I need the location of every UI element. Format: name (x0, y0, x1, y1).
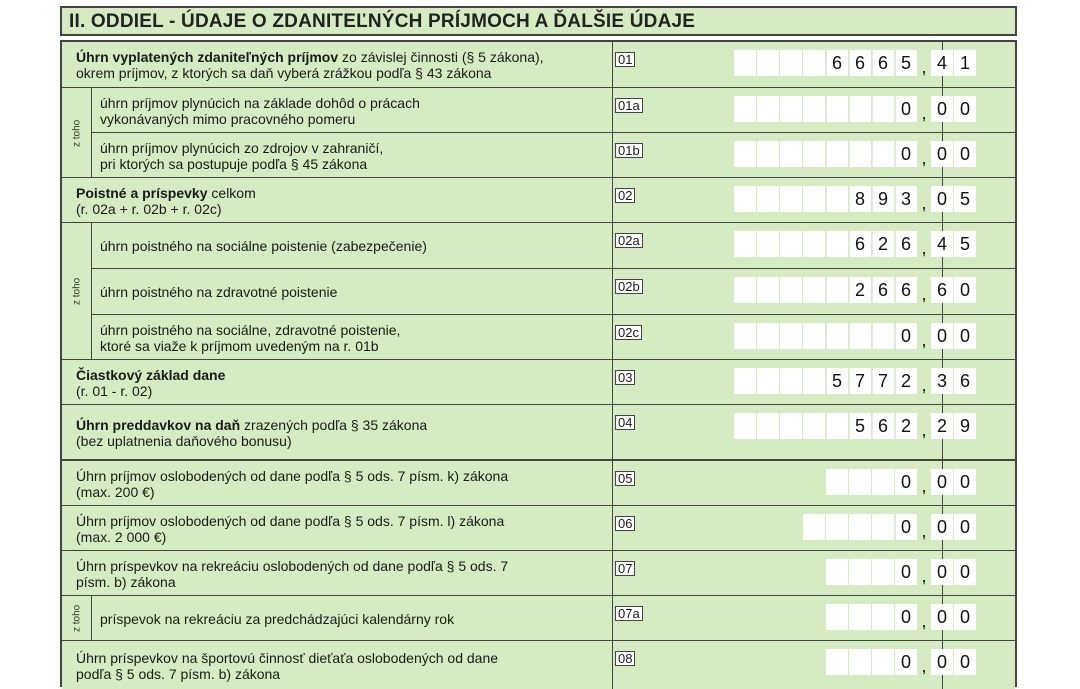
amount-digit-box[interactable] (826, 469, 848, 495)
column-divider (612, 178, 613, 222)
amount-decimal-digit: 9 (959, 416, 970, 436)
row-01 (62, 42, 1015, 87)
decimal-comma: , (921, 375, 927, 395)
decimal-comma: , (921, 238, 927, 258)
z-toho-text: z toho (71, 119, 83, 147)
decimal-comma: , (921, 656, 927, 676)
amount-digit-box[interactable] (757, 231, 779, 257)
row-text-line2: podľa § 5 ods. 7 písm. b) zákona (76, 666, 281, 682)
column-divider (612, 42, 613, 87)
row-03 (62, 359, 1015, 404)
row-description (76, 558, 508, 590)
row-text: úhrn poistného na sociálne poistenie (zabezpečenie) (100, 238, 427, 254)
amount-digit-box[interactable] (803, 186, 825, 212)
amount-integer-digit: 7 (854, 371, 865, 391)
row-text: Úhrn príspevkov na športovú činnosť dieťaťa oslobodených od dane (76, 650, 499, 666)
amount-integer-digit: 7 (877, 371, 888, 391)
amount-decimal-digit: 0 (936, 326, 947, 346)
amount-digit-box[interactable] (803, 323, 825, 349)
column-divider (612, 405, 613, 459)
row-code: 01 (615, 52, 635, 67)
amount-digit-box[interactable] (826, 323, 848, 349)
amount-decimal-digit: 4 (936, 53, 947, 73)
row-text: úhrn príjmov plynúcich na základe dohôd o prácach (100, 95, 420, 111)
row-text-line2: (r. 02a + r. 02b + r. 02c) (76, 201, 222, 217)
amount-integer-digit: 3 (900, 189, 911, 209)
row-description (76, 468, 508, 500)
income-table (60, 40, 1017, 687)
amount-decimal-digit: 0 (936, 472, 947, 492)
row-text: úhrn poistného na zdravotné poistenie (100, 284, 338, 300)
amount-digit-box[interactable] (826, 649, 848, 675)
amount-decimal-digit: 5 (959, 234, 970, 254)
amount-digit-box[interactable] (872, 469, 894, 495)
column-divider (612, 269, 613, 314)
amount-digit-box[interactable] (872, 514, 894, 540)
amount-integer-digit: 6 (900, 280, 911, 300)
row-description (100, 284, 337, 300)
row-text: úhrn poistného na sociálne, zdravotné poistenie, (100, 322, 401, 338)
column-divider (612, 551, 613, 595)
amount-digit-box[interactable] (757, 50, 779, 76)
decimal-comma: , (921, 193, 927, 213)
amount-digit-box[interactable] (826, 604, 848, 630)
row-text-line2: vykonávaných mimo pracovného pomeru (100, 111, 356, 127)
amount-integer-digit: 0 (900, 517, 911, 537)
amount-digit-box[interactable] (803, 231, 825, 257)
row-text: úhrn príjmov plynúcich zo zdrojov v zahraničí, (100, 140, 384, 156)
amount-integer-digit: 5 (900, 53, 911, 73)
amount-integer-digit: 2 (900, 416, 911, 436)
amount-digit-box[interactable] (734, 50, 756, 76)
amount-digit-box[interactable] (826, 413, 848, 439)
amount-decimal-digit: 0 (936, 144, 947, 164)
row-description (76, 185, 256, 217)
amount-decimal-digit: 0 (936, 99, 947, 119)
row-text-line2: ktoré sa viaže k príjmom uvedeným na r. 01b (100, 338, 379, 354)
z-toho-text: z toho (71, 604, 83, 633)
amount-decimal-digit: 0 (936, 517, 947, 537)
amount-digit-box[interactable] (734, 277, 756, 303)
amount-decimal-digit: 0 (959, 280, 970, 300)
section-header (60, 6, 1017, 36)
row-07 (62, 550, 1015, 595)
amount-digit-box[interactable] (872, 323, 894, 349)
row-code: 06 (615, 516, 635, 531)
row-text: Úhrn príjmov oslobodených od dane podľa § 5 ods. 7 písm. l) zákona (76, 513, 505, 529)
row-01a (62, 87, 1015, 132)
z-toho-group-label (62, 88, 92, 177)
decimal-comma: , (921, 611, 927, 631)
row-description (100, 238, 427, 254)
amount-decimal-digit: 0 (959, 517, 970, 537)
row-code: 07 (615, 561, 635, 576)
amount-integer-digit: 8 (854, 189, 865, 209)
decimal-comma: , (921, 148, 927, 168)
z-toho-text: z toho (71, 277, 83, 306)
amount-digit-box[interactable] (826, 514, 848, 540)
amount-integer-digit: 2 (854, 280, 865, 300)
amount-digit-box[interactable] (849, 141, 871, 167)
column-divider (612, 596, 613, 640)
row-description (100, 611, 454, 627)
row-text-line2: písm. b) zákona (76, 574, 176, 590)
decimal-comma: , (921, 103, 927, 123)
amount-decimal-digit: 0 (936, 652, 947, 672)
column-divider (612, 133, 613, 177)
amount-decimal-digit: 0 (959, 652, 970, 672)
row-code: 02 (615, 188, 635, 203)
row-code: 08 (615, 651, 635, 666)
decimal-comma: , (921, 420, 927, 440)
row-text-line2: (r. 01 - r. 02) (76, 383, 153, 399)
row-text: Úhrn príspevkov na rekreáciu oslobodených od dane podľa § 5 ods. 7 (76, 558, 509, 574)
column-divider (612, 223, 613, 268)
section-title: II. ODDIEL - ÚDAJE O ZDANITEĽNÝCH PRÍJMOCH A ĎALŠIE ÚDAJE (69, 11, 696, 32)
amount-digit-box[interactable] (849, 96, 871, 122)
amount-decimal-digit: 4 (936, 234, 947, 254)
amount-digit-box[interactable] (780, 368, 802, 394)
amount-integer-digit: 0 (900, 144, 911, 164)
column-divider (612, 506, 613, 550)
z-toho-group-label (62, 223, 92, 359)
amount-decimal-digit: 0 (959, 99, 970, 119)
amount-decimal-digit: 6 (959, 371, 970, 391)
amount-decimal-digit: 6 (936, 280, 947, 300)
amount-digit-box[interactable] (803, 413, 825, 439)
amount-decimal-digit: 0 (959, 562, 970, 582)
amount-decimal-digit: 0 (936, 562, 947, 582)
amount-digit-box[interactable] (826, 96, 848, 122)
amount-decimal-digit: 0 (959, 607, 970, 627)
amount-decimal-digit: 0 (936, 607, 947, 627)
amount-digit-box[interactable] (826, 277, 848, 303)
amount-digit-box[interactable] (780, 323, 802, 349)
row-code: 07a (615, 606, 643, 621)
row-title: Úhrn preddavkov na daň (76, 417, 241, 433)
amount-digit-box[interactable] (757, 277, 779, 303)
row-description (76, 513, 504, 545)
row-description (76, 49, 544, 81)
row-text: príspevok na rekreáciu za predchádzajúci kalendárny rok (100, 611, 455, 627)
row-code: 05 (615, 471, 635, 486)
row-text: zrazených podľa § 35 zákona (240, 417, 428, 433)
amount-integer-digit: 0 (900, 99, 911, 119)
amount-digit-box[interactable] (872, 604, 894, 630)
amount-integer-digit: 6 (831, 53, 842, 73)
amount-digit-box[interactable] (757, 323, 779, 349)
row-text-line2: pri ktorých sa postupuje podľa § 45 zákona (100, 156, 368, 172)
amount-digit-box[interactable] (803, 277, 825, 303)
row-02c (62, 314, 1015, 359)
amount-digit-box[interactable] (757, 96, 779, 122)
amount-digit-box[interactable] (757, 413, 779, 439)
amount-digit-box[interactable] (826, 186, 848, 212)
row-title: Poistné a príspevky (76, 185, 208, 201)
row-02b (62, 268, 1015, 314)
tax-form-section-2 (60, 0, 1021, 687)
amount-digit-box[interactable] (780, 50, 802, 76)
amount-digit-box[interactable] (803, 514, 825, 540)
amount-digit-box[interactable] (849, 469, 871, 495)
amount-digit-box[interactable] (757, 186, 779, 212)
decimal-comma: , (921, 521, 927, 541)
row-title: Čiastkový základ dane (76, 367, 226, 383)
amount-digit-box[interactable] (872, 559, 894, 585)
decimal-comma: , (921, 566, 927, 586)
amount-digit-box[interactable] (780, 141, 802, 167)
amount-integer-digit: 6 (877, 53, 888, 73)
amount-digit-box[interactable] (803, 50, 825, 76)
amount-digit-box[interactable] (849, 514, 871, 540)
amount-decimal-digit: 3 (936, 371, 947, 391)
row-text-line2: (bez uplatnenia daňového bonusu) (76, 433, 292, 449)
amount-integer-digit: 0 (900, 607, 911, 627)
amount-digit-box[interactable] (803, 141, 825, 167)
row-02a (62, 222, 1015, 268)
amount-digit-box[interactable] (872, 649, 894, 675)
column-divider (612, 360, 613, 404)
column-divider (612, 88, 613, 132)
amount-digit-box[interactable] (849, 604, 871, 630)
row-description (100, 322, 400, 354)
amount-digit-box[interactable] (734, 231, 756, 257)
row-07a (62, 595, 1015, 640)
amount-integer-digit: 9 (877, 189, 888, 209)
amount-integer-digit: 6 (854, 53, 865, 73)
column-divider (612, 461, 613, 505)
amount-digit-box[interactable] (803, 96, 825, 122)
row-06 (62, 505, 1015, 550)
amount-digit-box[interactable] (780, 231, 802, 257)
amount-digit-box[interactable] (734, 368, 756, 394)
row-text-line2: okrem príjmov, z ktorých sa daň vyberá zrážkou podľa § 43 zákona (76, 65, 492, 81)
row-code: 02b (615, 279, 643, 294)
amount-digit-box[interactable] (780, 413, 802, 439)
amount-digit-box[interactable] (780, 96, 802, 122)
amount-digit-box[interactable] (734, 96, 756, 122)
decimal-comma: , (921, 57, 927, 77)
amount-integer-digit: 0 (900, 652, 911, 672)
amount-digit-box[interactable] (849, 559, 871, 585)
amount-digit-box[interactable] (780, 186, 802, 212)
row-code: 02c (615, 325, 642, 340)
amount-digit-box[interactable] (757, 368, 779, 394)
amount-decimal-digit: 0 (936, 189, 947, 209)
amount-digit-box[interactable] (757, 141, 779, 167)
amount-digit-box[interactable] (803, 368, 825, 394)
amount-integer-digit: 5 (831, 371, 842, 391)
amount-digit-box[interactable] (780, 277, 802, 303)
decimal-comma: , (921, 330, 927, 350)
row-text-line2: (max. 200 €) (76, 484, 155, 500)
amount-digit-box[interactable] (734, 141, 756, 167)
row-code: 02a (615, 233, 643, 248)
row-text-line2: (max. 2 000 €) (76, 529, 167, 545)
amount-digit-box[interactable] (872, 141, 894, 167)
row-text: Úhrn príjmov oslobodených od dane podľa § 5 ods. 7 písm. k) zákona (76, 468, 509, 484)
row-text: zo závislej činnosti (§ 5 zákona), (338, 49, 544, 65)
amount-decimal-digit: 0 (959, 472, 970, 492)
row-code: 04 (615, 415, 635, 430)
row-04 (62, 404, 1015, 459)
decimal-comma: , (921, 476, 927, 496)
amount-digit-box[interactable] (872, 96, 894, 122)
amount-digit-box[interactable] (734, 323, 756, 349)
amount-digit-box[interactable] (826, 559, 848, 585)
amount-integer-digit: 6 (854, 234, 865, 254)
amount-integer-digit: 2 (877, 234, 888, 254)
amount-decimal-digit: 0 (959, 326, 970, 346)
z-toho-group-label (62, 596, 92, 640)
amount-digit-box[interactable] (826, 231, 848, 257)
row-description (76, 417, 427, 449)
amount-decimal-digit: 2 (936, 416, 947, 436)
amount-integer-digit: 2 (900, 371, 911, 391)
amount-integer-digit: 5 (854, 416, 865, 436)
amount-decimal-digit: 0 (959, 144, 970, 164)
amount-decimal-digit: 1 (959, 53, 970, 73)
decimal-comma: , (921, 284, 927, 304)
row-description (100, 95, 420, 127)
amount-integer-digit: 0 (900, 562, 911, 582)
row-code: 01a (615, 98, 643, 113)
row-title: Úhrn vyplatených zdaniteľných príjmov (76, 49, 339, 65)
amount-integer-digit: 6 (877, 280, 888, 300)
row-description (76, 367, 225, 399)
column-divider (612, 315, 613, 359)
amount-integer-digit: 6 (900, 234, 911, 254)
row-description (100, 140, 383, 172)
amount-digit-box[interactable] (826, 141, 848, 167)
row-code: 03 (615, 370, 635, 385)
amount-digit-box[interactable] (849, 323, 871, 349)
row-02 (62, 177, 1015, 222)
amount-digit-box[interactable] (734, 186, 756, 212)
amount-digit-box[interactable] (849, 649, 871, 675)
row-description (76, 650, 498, 682)
row-08 (62, 640, 1015, 689)
amount-integer-digit: 0 (900, 326, 911, 346)
column-divider (612, 641, 613, 689)
amount-integer-digit: 0 (900, 472, 911, 492)
row-code: 01b (615, 143, 643, 158)
row-01b (62, 132, 1015, 177)
row-05 (62, 459, 1015, 505)
row-text: celkom (207, 185, 256, 201)
amount-decimal-digit: 5 (959, 189, 970, 209)
amount-integer-digit: 6 (877, 416, 888, 436)
amount-digit-box[interactable] (734, 413, 756, 439)
